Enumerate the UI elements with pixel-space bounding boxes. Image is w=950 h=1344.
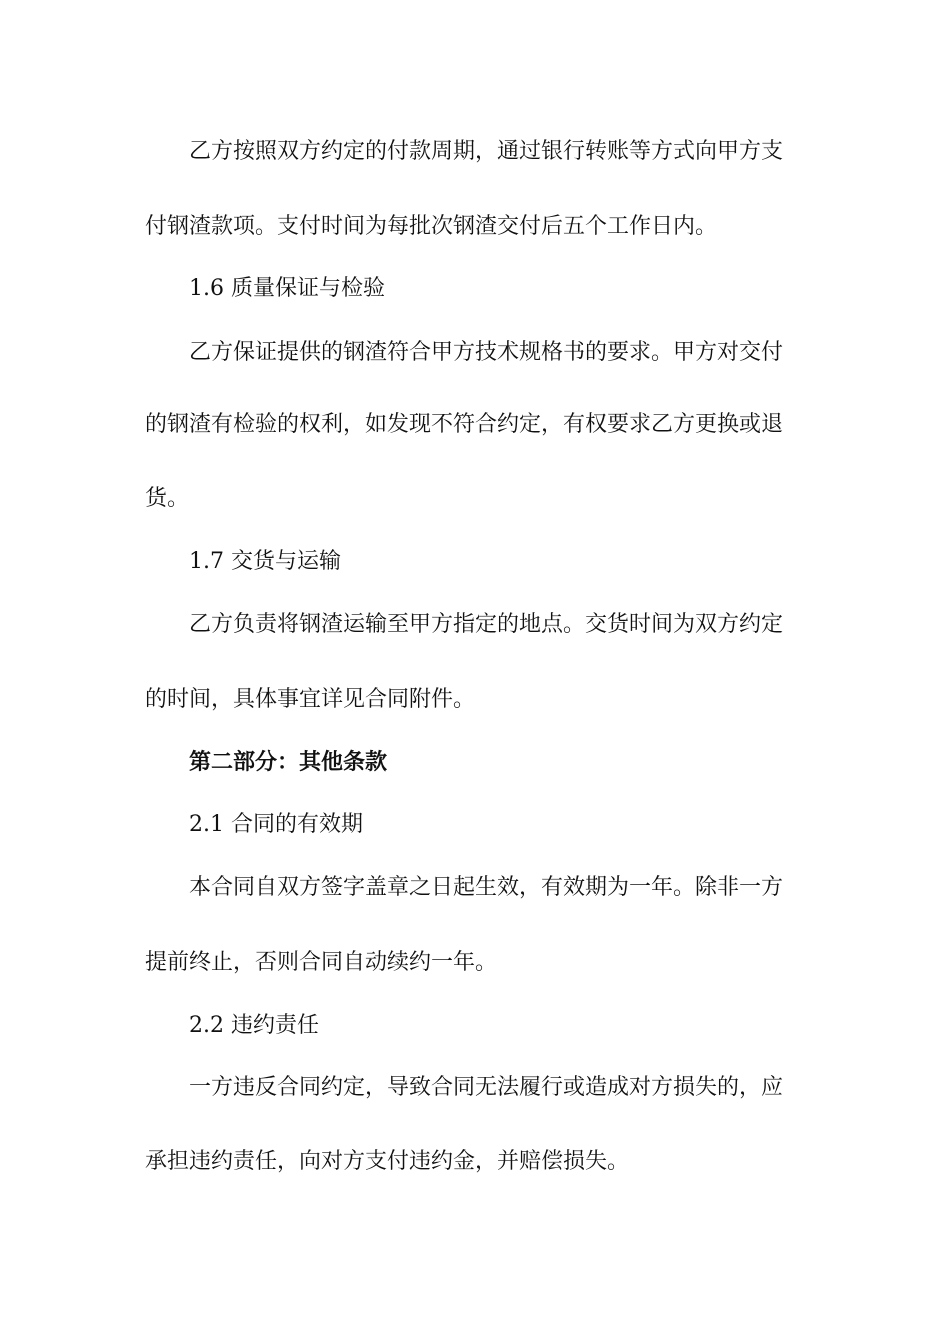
- section-heading-1-6: 1.6 质量保证与检验: [189, 276, 385, 301]
- paragraph-delivery-line-1: 乙方负责将钢渣运输至甲方指定的地点。交货时间为双方约定: [189, 612, 784, 637]
- paragraph-quality-line-3: 货。: [145, 486, 190, 511]
- paragraph-delivery-line-2: 的时间，具体事宜详见合同附件。: [145, 687, 476, 712]
- paragraph-validity-line-2: 提前终止，否则合同自动续约一年。: [145, 950, 498, 975]
- paragraph-payment-line-2: 付钢渣款项。支付时间为每批次钢渣交付后五个工作日内。: [145, 214, 718, 239]
- part-two-heading: 第二部分：其他条款: [189, 749, 388, 775]
- paragraph-breach-line-2: 承担违约责任，向对方支付违约金，并赔偿损失。: [145, 1149, 630, 1174]
- section-heading-1-7: 1.7 交货与运输: [189, 549, 341, 574]
- section-heading-2-2: 2.2 违约责任: [189, 1013, 319, 1038]
- paragraph-validity-line-1: 本合同自双方签字盖章之日起生效，有效期为一年。除非一方: [189, 875, 784, 900]
- paragraph-payment-line-1: 乙方按照双方约定的付款周期，通过银行转账等方式向甲方支: [189, 139, 784, 164]
- paragraph-quality-line-2: 的钢渣有检验的权利，如发现不符合约定，有权要求乙方更换或退: [145, 412, 784, 437]
- section-heading-2-1: 2.1 合同的有效期: [189, 812, 363, 837]
- paragraph-quality-line-1: 乙方保证提供的钢渣符合甲方技术规格书的要求。甲方对交付: [189, 340, 784, 365]
- paragraph-breach-line-1: 一方违反合同约定，导致合同无法履行或造成对方损失的，应: [189, 1075, 784, 1100]
